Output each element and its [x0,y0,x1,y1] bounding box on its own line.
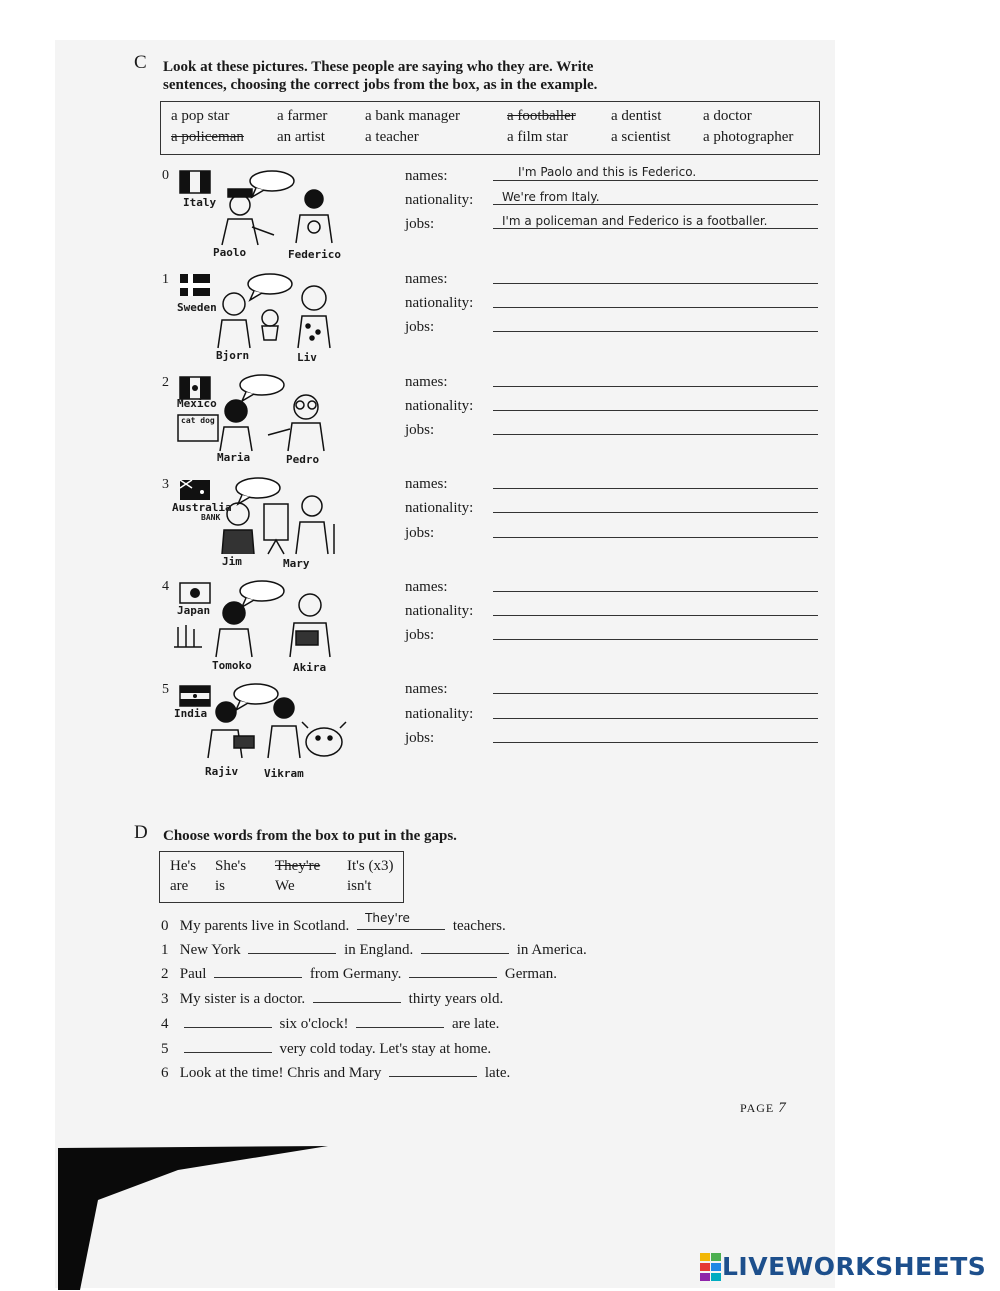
names-label: names: [405,476,448,492]
job-word: a dentist [611,108,662,124]
country-caption: Mexico [177,397,217,410]
nationality-answer-line[interactable] [493,512,818,513]
sentence-text: Paul [179,966,207,982]
job-word: a doctor [703,108,752,124]
job-word: a farmer [277,108,328,124]
person-icon [208,702,254,758]
gap-field[interactable] [357,911,445,930]
section-c-instruction-1: Look at these pictures. These people are saying who they are. Write [163,59,594,75]
gap-field[interactable] [184,1015,272,1028]
lab-equipment-icon [174,625,202,647]
sign-text: cat dog [181,416,215,425]
jobs-label: jobs: [405,730,435,746]
liveworksheets-logo [700,1252,986,1281]
jobs-label: jobs: [405,627,435,643]
sentence [161,990,503,1008]
gap-field[interactable] [356,1015,444,1028]
page-label: PAGE [740,1101,775,1115]
names-label: names: [405,271,448,287]
gap-field[interactable] [248,941,336,954]
job-word: a bank manager [365,108,460,124]
easel-icon [264,504,288,554]
sentence-number: 5 [161,1041,169,1057]
sentence-text: in England. [344,942,414,958]
flag-icon [180,480,210,500]
person-caption: Jim [222,555,242,568]
illustration-australia [172,474,352,574]
flag-icon [180,583,210,603]
job-word: a pop star [171,108,230,124]
nationality-label: nationality: [405,192,474,208]
item-number: 2 [162,375,169,390]
names-answer-line[interactable] [493,693,818,694]
country-caption: Sweden [177,301,217,314]
person-caption: Bjorn [216,349,250,362]
example-answer: I'm a policeman and Federico is a footballer. [502,214,768,228]
sentence-number: 4 [161,1016,169,1032]
names-label: names: [405,168,448,184]
nationality-label: nationality: [405,295,474,311]
sentence-text: six o'clock! [279,1016,349,1032]
person-caption: Maria [217,451,251,464]
job-word: a scientist [611,129,671,145]
sentence-text: are late. [451,1016,500,1032]
gap-word: is [215,878,226,894]
illustration-india [172,680,352,780]
speech-bubble-icon [240,581,284,607]
person-caption: Federico [288,248,341,261]
person-icon [218,293,278,348]
sentence-number: 6 [161,1065,169,1081]
jobs-answer-line[interactable] [493,537,818,538]
jobs-answer-line[interactable] [493,742,818,743]
sentence [161,1015,499,1033]
country-caption: Australia [172,501,232,514]
nationality-answer-line[interactable] [493,307,818,308]
names-answer-line[interactable] [493,180,818,181]
section-c-instruction-2: sentences, choosing the correct jobs from the box, as in the example. [163,77,598,93]
sentence [161,941,587,959]
person-icon [298,286,330,348]
names-answer-line[interactable] [493,386,818,387]
person-icon [268,698,300,758]
gap-word-box [159,851,404,903]
jobs-label: jobs: [405,422,435,438]
job-word: a photographer [703,129,794,145]
person-icon [220,400,252,451]
jobs-answer-line[interactable] [493,331,818,332]
cow-icon [302,722,346,756]
person-caption: Liv [297,351,317,364]
nationality-answer-line[interactable] [493,204,818,205]
jobs-word-box [160,101,820,155]
flag-icon [180,274,210,296]
sentence-text: thirty years old. [408,991,504,1007]
item-number: 4 [162,579,169,594]
job-word-struck: a footballer [507,108,576,124]
illustration-sweden [172,268,352,368]
sentence-text: My parents live in Scotland. [179,918,350,934]
sentence-text: in America. [516,942,587,958]
sentence-text: Look at the time! Chris and Mary [179,1065,382,1081]
sentence-text: from Germany. [309,966,402,982]
brand-name: LIVEWORKSHEETS [722,1252,987,1281]
jobs-answer-line[interactable] [493,228,818,229]
gap-field[interactable] [421,941,509,954]
speech-bubble-icon [234,684,278,710]
flag-icon [180,686,210,706]
sentence [161,1064,510,1082]
names-label: names: [405,579,448,595]
item-number: 0 [162,168,169,183]
names-label: names: [405,374,448,390]
person-icon [268,395,324,451]
gap-word: isn't [347,878,372,894]
nationality-label: nationality: [405,398,474,414]
sentence-text: very cold today. Let's stay at home. [279,1041,492,1057]
sentence [161,965,557,983]
gap-field[interactable] [313,990,401,1003]
gap-word: She's [215,858,247,874]
country-caption: Italy [183,196,217,209]
person-caption: Pedro [286,453,320,466]
jobs-answer-line[interactable] [493,434,818,435]
nationality-label: nationality: [405,603,474,619]
job-word: a teacher [365,129,419,145]
gap-word: It's (x3) [347,858,394,874]
example-answer: We're from Italy. [502,190,600,204]
names-answer-line[interactable] [493,591,818,592]
country-caption: India [174,707,208,720]
example-answer: I'm Paolo and this is Federico. [518,165,697,179]
gap-field[interactable] [214,965,302,978]
sign-text: BANK [201,513,221,522]
person-icon [222,189,274,245]
gap-field[interactable] [184,1040,272,1053]
sentence-text: teachers. [452,918,506,934]
speech-bubble-icon [236,478,280,504]
names-answer-line[interactable] [493,488,818,489]
person-icon [290,594,330,657]
sentence-text: New York [179,942,241,958]
item-number: 3 [162,477,169,492]
section-d-letter: D [134,822,148,843]
person-icon [296,496,334,554]
sentence-number: 0 [161,918,169,934]
sentence-text: late. [484,1065,511,1081]
gap-field[interactable] [409,965,497,978]
jobs-label: jobs: [405,525,435,541]
jobs-answer-line[interactable] [493,639,818,640]
jobs-label: jobs: [405,319,435,335]
sentence-number: 2 [161,966,169,982]
country-caption: Japan [177,604,211,617]
nationality-label: nationality: [405,500,474,516]
speech-bubble-icon [250,171,294,197]
sentence [161,1040,491,1058]
page-number-value: 7 [778,1100,787,1116]
person-caption: Akira [293,661,327,674]
nationality-label: nationality: [405,706,474,722]
person-caption: Tomoko [212,659,252,672]
liveworksheets-logo-icon [700,1253,722,1281]
item-number: 1 [162,272,169,287]
gap-word: We [275,878,295,894]
nationality-answer-line[interactable] [493,718,818,719]
section-c-letter: C [134,52,147,73]
job-word: an artist [277,129,325,145]
section-d-instruction: Choose words from the box to put in the gaps. [163,828,457,844]
speech-bubble-icon [248,274,292,300]
gap-fill: They're [365,911,410,925]
item-number: 5 [162,682,169,697]
speech-bubble-icon [240,375,284,401]
nationality-answer-line[interactable] [493,615,818,616]
job-word: a film star [507,129,568,145]
sentence-number: 3 [161,991,169,1007]
person-icon [296,190,332,243]
flag-icon [180,171,210,193]
job-word-struck: a policeman [171,129,244,145]
sentence-text: German. [504,966,557,982]
person-caption: Rajiv [205,765,239,778]
sentence-text: My sister is a doctor. [179,991,306,1007]
flag-icon [180,377,210,399]
scan-shadow [58,1140,338,1290]
jobs-label: jobs: [405,216,435,232]
nationality-answer-line[interactable] [493,410,818,411]
person-caption: Mary [283,557,310,570]
person-caption: Paolo [213,246,247,259]
person-icon [216,602,252,657]
gap-word: are [170,878,189,894]
names-answer-line[interactable] [493,283,818,284]
page-number [740,1100,787,1117]
names-label: names: [405,681,448,697]
gap-word-struck: They're [275,858,321,874]
person-caption: Vikram [264,767,304,780]
sentence [161,911,506,935]
sentence-number: 1 [161,942,169,958]
gap-word: He's [170,858,197,874]
gap-field[interactable] [389,1064,477,1077]
